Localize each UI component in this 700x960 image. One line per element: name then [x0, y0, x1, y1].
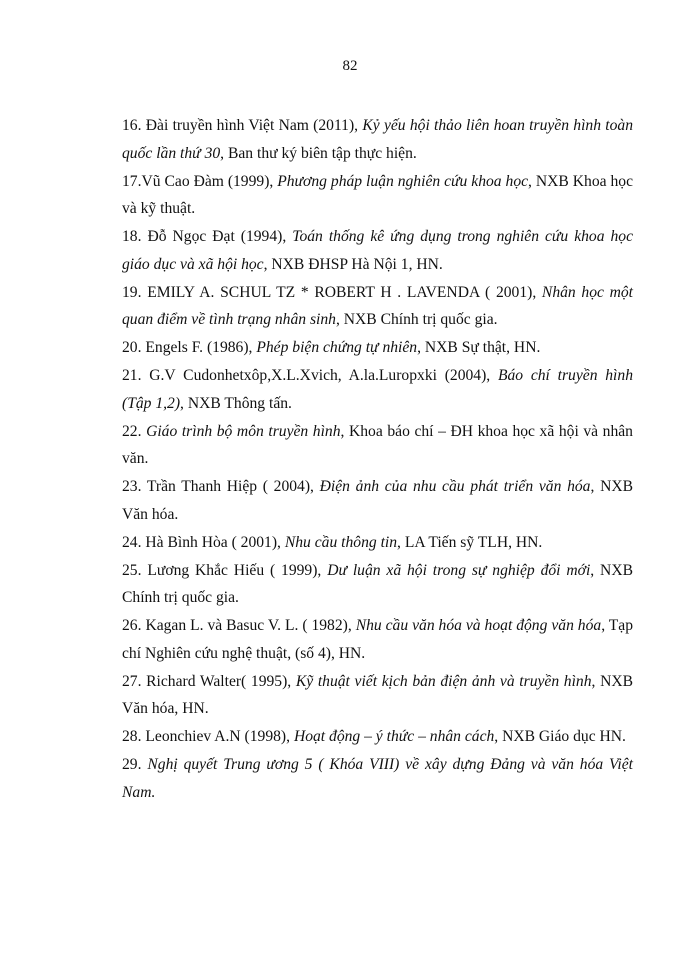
- reference-item: [122, 112, 633, 167]
- reference-author-year: Engels F. (1986),: [145, 339, 257, 356]
- reference-title: Dư luận xã hội trong sự nghiệp đổi mới: [327, 561, 591, 579]
- reference-item: [122, 751, 633, 806]
- reference-item: [122, 473, 633, 528]
- reference-author-year: Lương Khắc Hiếu ( 1999),: [147, 561, 328, 579]
- reference-publisher: , NXB Chính trị quốc gia.: [122, 561, 633, 606]
- reference-number: 22.: [122, 422, 147, 440]
- reference-number: 18.: [122, 228, 148, 245]
- reference-number: 21.: [122, 367, 150, 384]
- reference-author-year: EMILY A. SCHUL TZ * ROBERT H . LAVENDA ( 2001),: [147, 283, 542, 301]
- reference-title: Nghị quyết Trung ương 5 ( Khóa VIII) về xây dựng Đảng và văn hóa Việt Nam.: [122, 756, 634, 801]
- reference-publisher: , LA Tiến sỹ TLH, HN.: [397, 533, 543, 551]
- reference-item: [122, 529, 633, 557]
- reference-number: 25.: [122, 561, 148, 579]
- reference-publisher: , Khoa báo chí – ĐH khoa học xã hội và nhân văn.: [122, 422, 633, 467]
- reference-title: Nhân học một quan điểm về tình trạng nhân sinh: [122, 283, 634, 328]
- reference-publisher: , NXB Văn hóa, HN.: [122, 672, 633, 717]
- page-number: 82: [342, 58, 358, 74]
- reference-title: Điện ảnh của nhu cầu phát triển văn hóa: [319, 478, 591, 495]
- reference-item: [122, 668, 633, 723]
- reference-title: Hoạt động – ý thức – nhân cách: [293, 728, 495, 745]
- reference-publisher: , NXB Giáo dục HN.: [494, 728, 626, 745]
- reference-number: 29.: [122, 756, 148, 773]
- reference-item: [122, 279, 633, 334]
- reference-item: [122, 723, 633, 751]
- reference-author-year: Trần Thanh Hiệp ( 2004),: [146, 478, 320, 495]
- reference-number: 24.: [122, 533, 146, 551]
- reference-publisher: , NXB Khoa học và kỹ thuật.: [122, 172, 633, 217]
- reference-publisher: , NXB Văn hóa.: [122, 478, 633, 523]
- reference-author-year: G.V Cudonhetxôp,X.L.Xvich, A.la.Luropxki (2004),: [149, 367, 498, 384]
- reference-title: Báo chí truyền hình (Tập 1,2): [122, 367, 633, 412]
- reference-number: 19.: [122, 283, 148, 301]
- reference-publisher: , Tạp chí Nghiên cứu nghệ thuật, (số 4), HN.: [122, 617, 634, 662]
- reference-title: Phép biện chứng tự nhiên: [256, 339, 418, 356]
- reference-author-year: Đỗ Ngọc Đạt (1994),: [147, 228, 293, 245]
- reference-item: [122, 362, 633, 417]
- reference-item: [122, 334, 633, 362]
- reference-publisher: , NXB Sự thật, HN.: [417, 339, 541, 356]
- reference-number: 26.: [122, 617, 146, 634]
- reference-item: [122, 557, 633, 612]
- reference-number: 28.: [122, 728, 146, 745]
- reference-title: Toán thống kê ứng dụng trong nghiên cứu khoa học giáo dục và xã hội học: [122, 228, 634, 273]
- reference-title: Kỹ thuật viết kịch bản điện ảnh và truyền hình: [295, 672, 592, 690]
- reference-title: Nhu cầu thông tin: [284, 533, 398, 551]
- reference-item: [122, 168, 633, 223]
- reference-number: 16.: [122, 117, 146, 134]
- reference-author-year: Leonchiev A.N (1998),: [145, 728, 294, 745]
- reference-title: Kỷ yếu hội thảo liên hoan truyền hình toàn quốc lần thứ 30: [122, 117, 634, 162]
- reference-title: Nhu cầu văn hóa và hoạt động văn hóa: [355, 617, 602, 634]
- reference-author-year: Vũ Cao Đàm (1999),: [141, 172, 278, 190]
- reference-number: 27.: [122, 672, 147, 690]
- reference-publisher: , NXB ĐHSP Hà Nội 1, HN.: [263, 255, 443, 273]
- reference-list: [122, 112, 633, 807]
- reference-author-year: Kagan L. và Basuc V. L. ( 1982),: [145, 617, 356, 634]
- reference-publisher: , NXB Chính trị quốc gia.: [335, 311, 498, 328]
- reference-item: [122, 418, 633, 473]
- reference-number: 17.: [122, 172, 142, 190]
- reference-item: [122, 223, 633, 278]
- reference-number: 20.: [122, 339, 146, 356]
- reference-item: [122, 612, 633, 667]
- reference-publisher: , NXB Thông tấn.: [180, 394, 292, 412]
- reference-title: Phương pháp luận nghiên cứu khoa học: [277, 172, 529, 190]
- reference-publisher: , Ban thư ký biên tập thực hiện.: [220, 144, 417, 162]
- reference-title: Giáo trình bộ môn truyền hình: [146, 422, 341, 440]
- reference-author-year: Hà Bình Hòa ( 2001),: [145, 533, 285, 551]
- reference-author-year: Đài truyền hình Việt Nam (2011),: [145, 117, 363, 134]
- reference-author-year: Richard Walter( 1995),: [146, 672, 296, 690]
- reference-number: 23.: [122, 478, 147, 495]
